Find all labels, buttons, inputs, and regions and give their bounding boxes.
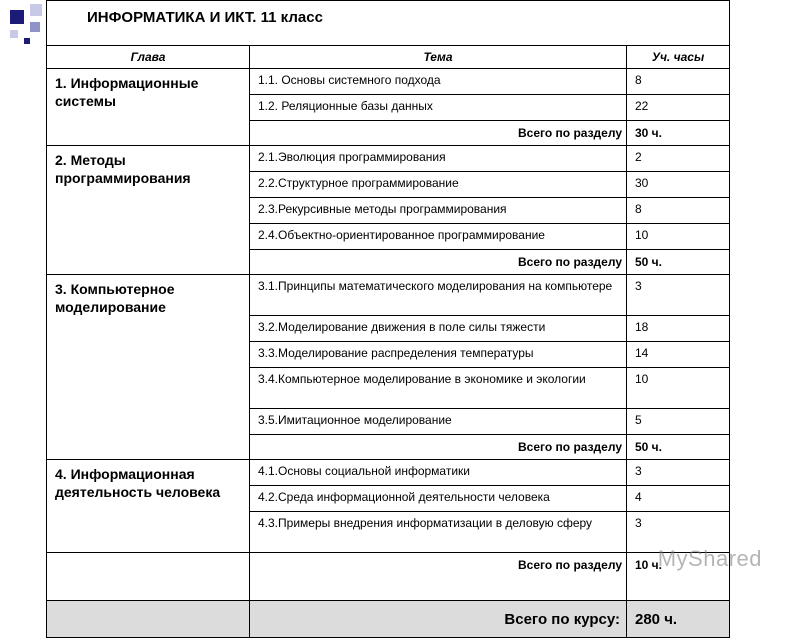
- topic-cell: 1.2. Реляционные базы данных: [250, 95, 627, 121]
- header-row: [47, 46, 730, 69]
- topic-cell: 3.4.Компьютерное моделирование в экономике и экологии: [250, 368, 627, 409]
- hours-cell: 8: [627, 198, 730, 224]
- hours-cell: 2: [627, 146, 730, 172]
- hours-cell: 22: [627, 95, 730, 121]
- decor-square-light-small: [10, 30, 18, 38]
- subtotal-row: [47, 553, 730, 601]
- chapter-name: 1. Информационные системы: [47, 69, 250, 146]
- table-row: [47, 146, 730, 172]
- hours-cell: 30: [627, 172, 730, 198]
- hours-cell: 10: [627, 224, 730, 250]
- title-row: [47, 1, 730, 46]
- decor-square-mid: [30, 22, 40, 32]
- subtotal-label: Всего по разделу: [250, 435, 627, 460]
- hours-cell: 14: [627, 342, 730, 368]
- decor-square-light: [30, 4, 42, 16]
- hours-cell: 3: [627, 512, 730, 553]
- hours-cell: 5: [627, 409, 730, 435]
- chapter-name: 3. Компьютерное моделирование: [47, 275, 250, 460]
- header-chapter: Глава: [47, 46, 250, 69]
- curriculum-table: [46, 0, 730, 638]
- decor-square-dark: [10, 10, 24, 24]
- hours-cell: 18: [627, 316, 730, 342]
- subtotal-label: Всего по разделу: [250, 250, 627, 275]
- subtotal-value: 50 ч.: [627, 250, 730, 275]
- watermark-logo: MyShared: [657, 546, 762, 571]
- topic-cell: 2.3.Рекурсивные методы программирования: [250, 198, 627, 224]
- subtotal-label: Всего по разделу: [250, 121, 627, 146]
- topic-cell: 4.3.Примеры внедрения информатизации в деловую сферу: [250, 512, 627, 553]
- topic-cell: 4.2.Среда информационной деятельности человека: [250, 486, 627, 512]
- subtotal-label: Всего по разделу: [250, 553, 627, 601]
- grand-total-row: [47, 601, 730, 638]
- header-topic: Тема: [250, 46, 627, 69]
- topic-cell: 2.1.Эволюция программирования: [250, 146, 627, 172]
- decor-square-dark-small: [24, 38, 30, 44]
- subtotal-value: 50 ч.: [627, 435, 730, 460]
- topic-cell: 1.1. Основы системного подхода: [250, 69, 627, 95]
- topic-cell: 3.2.Моделирование движения в поле силы тяжести: [250, 316, 627, 342]
- topic-cell: 3.1.Принципы математического моделирования на компьютере: [250, 275, 627, 316]
- empty-cell: [47, 601, 250, 638]
- topic-cell: 4.1.Основы социальной информатики: [250, 460, 627, 486]
- hours-cell: 10: [627, 368, 730, 409]
- chapter-name: 4. Информационная деятельность человека: [47, 460, 250, 553]
- table-row: [47, 460, 730, 486]
- topic-cell: 3.3.Моделирование распределения температуры: [250, 342, 627, 368]
- topic-cell: 2.2.Структурное программирование: [250, 172, 627, 198]
- grand-total-value: 280 ч.: [627, 601, 730, 638]
- table-row: [47, 275, 730, 316]
- header-hours: Уч. часы: [627, 46, 730, 69]
- subtotal-value: 10 ч.: [627, 553, 730, 601]
- topic-cell: 3.5.Имитационное моделирование: [250, 409, 627, 435]
- topic-cell: 2.4.Объектно-ориентированное программирование: [250, 224, 627, 250]
- hours-cell: 8: [627, 69, 730, 95]
- hours-cell: 4: [627, 486, 730, 512]
- chapter-name: 2. Методы программирования: [47, 146, 250, 275]
- subtotal-value: 30 ч.: [627, 121, 730, 146]
- grand-total-label: Всего по курсу:: [250, 601, 627, 638]
- hours-cell: 3: [627, 275, 730, 316]
- hours-cell: 3: [627, 460, 730, 486]
- empty-cell: [47, 553, 250, 601]
- table-row: [47, 69, 730, 95]
- page-title: ИНФОРМАТИКА И ИКТ. 11 класс: [87, 9, 323, 26]
